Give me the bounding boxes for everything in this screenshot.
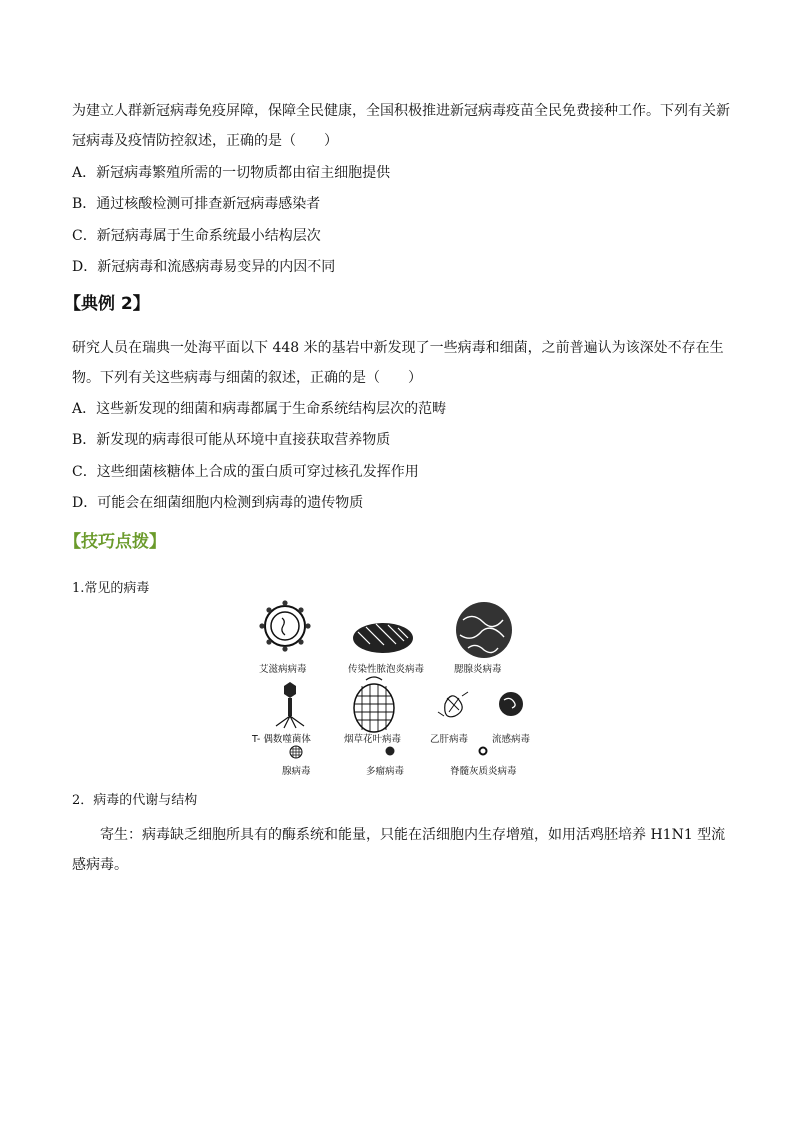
tips-item-1-title: 1.常见的病毒: [72, 581, 150, 596]
hbv-label: 乙肝病毒: [430, 734, 469, 745]
bursal-virus-label: 传染性脓泡炎病毒: [348, 664, 425, 675]
phage-drawing: [276, 682, 304, 728]
phage-label: T- 偶数噬菌体: [252, 734, 311, 745]
question-1-option-c: C．新冠病毒属于生命系统最小结构层次: [72, 228, 321, 244]
polio-label: 脊髓灰质炎病毒: [450, 766, 517, 777]
virus-figure: [248, 600, 548, 780]
polio-drawing: [480, 748, 487, 755]
bursal-virus-drawing: [353, 623, 413, 653]
example-2-heading: 【典例 2】: [64, 294, 150, 314]
question-1-option-d: D．新冠病毒和流感病毒易变异的内因不同: [72, 259, 336, 275]
example-2-option-d: D．可能会在细菌细胞内检测到病毒的遗传物质: [72, 495, 364, 511]
tips-item-2-text: 寄生：病毒缺乏细胞所具有的酶系统和能量，只能在活细胞内生存增殖，如用活鸡胚培养 H1N1 型流感病毒。: [72, 827, 726, 873]
aids-virus-label: 艾滋病病毒: [259, 664, 307, 675]
tips-item-2-title: 2．病毒的代谢与结构: [72, 793, 198, 808]
tmv-drawing: [354, 677, 394, 732]
tips-heading: 【技巧点拨】: [64, 532, 166, 552]
adeno-label: 腺病毒: [282, 766, 311, 777]
example-2-option-b: B．新发现的病毒很可能从环境中直接获取营养物质: [72, 432, 391, 448]
flu-virus-drawing: [499, 692, 523, 716]
adeno-drawing: [290, 746, 302, 758]
mumps-virus-label: 腮腺炎病毒: [454, 664, 502, 675]
example-2-option-c: C．这些细菌核糖体上合成的蛋白质可穿过核孔发挥作用: [72, 464, 419, 480]
example-2-option-a: A．这些新发现的细菌和病毒都属于生命系统结构层次的范畴: [72, 401, 447, 417]
tmv-label: 烟草花叶病毒: [344, 734, 402, 745]
hbv-drawing: [438, 692, 468, 717]
question-1-stem: 为建立人群新冠病毒免疫屏障，保障全民健康，全国积极推进新冠病毒疫苗全民免费接种工作。下列有关新冠病毒及疫情防控叙述，正确的是（ ）: [72, 103, 730, 149]
polyoma-label: 多瘤病毒: [366, 766, 405, 777]
flu-virus-label: 流感病毒: [492, 734, 531, 745]
example-2-stem: 研究人员在瑞典一处海平面以下 448 米的基岩中新发现了一些病毒和细菌，之前普遍认为该深处不存在生物。下列有关这些病毒与细菌的叙述，正确的是（ ）: [72, 340, 724, 386]
question-1-option-b: B．通过核酸检测可排查新冠病毒感染者: [72, 196, 321, 212]
aids-virus-drawing: [259, 600, 310, 651]
polyoma-drawing: [386, 747, 395, 756]
mumps-virus-drawing: [456, 602, 512, 658]
question-1-option-a: A．新冠病毒繁殖所需的一切物质都由宿主细胞提供: [72, 165, 391, 181]
